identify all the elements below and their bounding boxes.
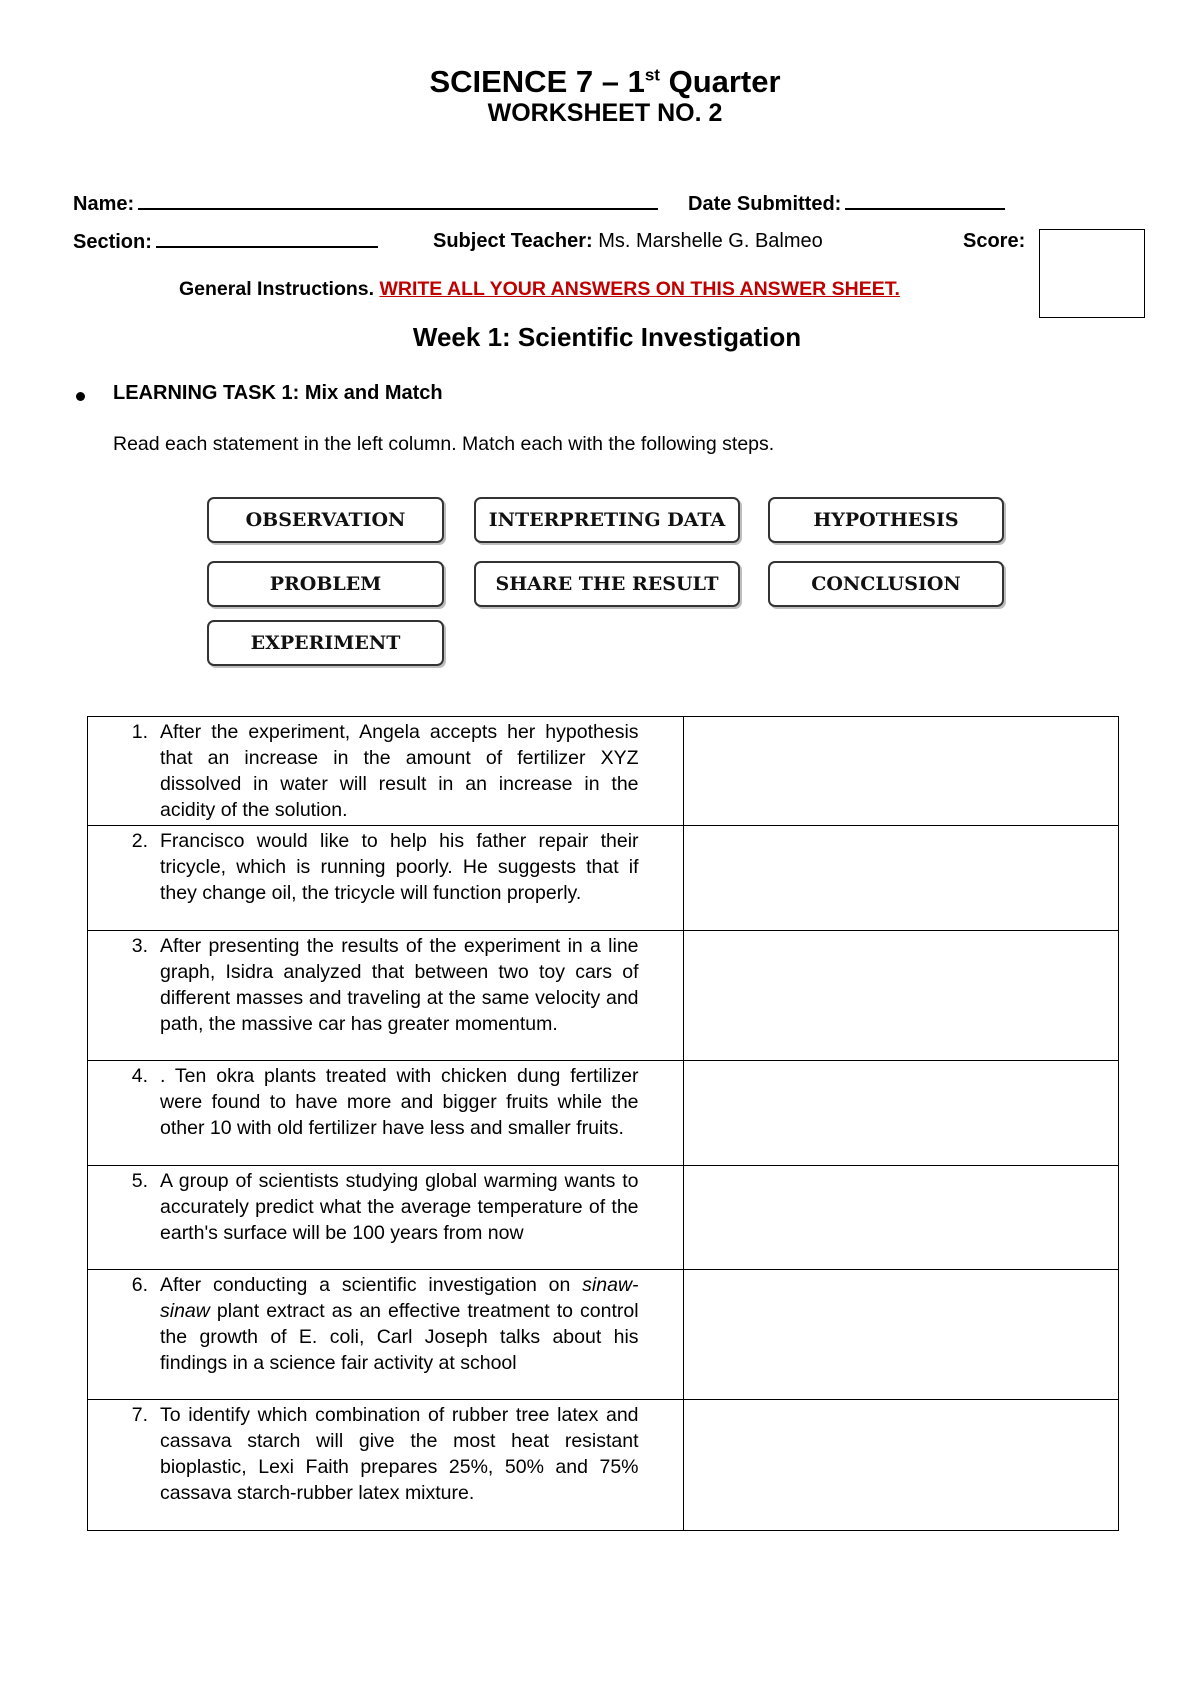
teacher-row (433, 230, 823, 253)
worksheet-number: WORKSHEET NO. 2 (487, 99, 723, 127)
table-row (88, 826, 1119, 931)
section-row (73, 230, 378, 254)
item-number: 3. (131, 935, 148, 957)
subject-teacher-name: Ms. Marshelle G. Balmeo (598, 230, 823, 252)
name-row (73, 192, 658, 216)
item-statement: After presenting the results of the experiment in a line graph, Isidra analyzed that between two toy cars of different masses and traveling at the same velocity and path, the massive car has greater momentum. (160, 935, 639, 1035)
task-directions: Read each statement in the left column. Match each with the following steps. (113, 433, 775, 455)
item-number: 4. (131, 1065, 148, 1087)
score-box[interactable] (1039, 229, 1145, 318)
instructions-text: WRITE ALL YOUR ANSWERS ON THIS ANSWER SHEET. (379, 278, 900, 300)
subject-text: SCIENCE 7 – (429, 64, 619, 99)
choice-interpreting-data: INTERPRETING DATA (474, 497, 740, 543)
date-submitted-label: Date Submitted: (688, 193, 842, 215)
choice-problem: PROBLEM (207, 561, 444, 607)
worksheet-title (0, 64, 1200, 100)
general-instructions (179, 278, 900, 301)
item-statement-part: After conducting a scientific investigation on (160, 1274, 571, 1296)
item-number: 5. (131, 1170, 148, 1192)
answer-cell[interactable] (683, 931, 1118, 1061)
score-label: Score: (963, 230, 1026, 252)
table-row (88, 1270, 1119, 1400)
table-row (88, 931, 1119, 1061)
choice-observation: OBSERVATION (207, 497, 444, 543)
quarter-number: 1 (627, 64, 645, 99)
answer-cell[interactable] (683, 1061, 1118, 1166)
choice-experiment: EXPERIMENT (207, 620, 444, 666)
learning-task-title: LEARNING TASK 1: Mix and Match (113, 382, 443, 404)
instructions-label: General Instructions. (179, 278, 375, 300)
choice-hypothesis: HYPOTHESIS (768, 497, 1004, 543)
item-number: 1. (131, 721, 148, 743)
table-row (88, 1400, 1119, 1531)
item-statement (160, 1272, 639, 1376)
answer-cell[interactable] (683, 717, 1118, 826)
score-row (963, 230, 1025, 253)
table-row (88, 1166, 1119, 1270)
quarter-word: Quarter (668, 64, 781, 99)
table-row (88, 717, 1119, 826)
item-statement: A group of scientists studying global warming wants to accurately predict what the average temperature of the earth's surface will be 100 years from now (160, 1170, 639, 1244)
table-row (88, 1061, 1119, 1166)
answer-cell[interactable] (683, 826, 1118, 931)
week-title: Week 1: Scientific Investigation (412, 322, 802, 352)
matching-table (87, 716, 1119, 1531)
answer-cell[interactable] (683, 1166, 1118, 1270)
item-statement-part: plant extract as an effective treatment to control the growth of E. coli, Carl Joseph talks about his findings in a science fair activity at school (160, 1300, 639, 1374)
section-label: Section: (73, 231, 152, 253)
choice-share-the-result: SHARE THE RESULT (474, 561, 740, 607)
plant-name: sinaw-sinaw (160, 1274, 639, 1322)
bullet-icon (76, 392, 85, 401)
item-number: 7. (131, 1404, 148, 1426)
item-number: 2. (131, 830, 148, 852)
answer-cell[interactable] (683, 1270, 1118, 1400)
date-row (688, 192, 1005, 216)
item-number: 6. (131, 1274, 148, 1296)
item-statement: . Ten okra plants treated with chicken dung fertilizer were found to have more and bigger fruits while the other 10 with old fertilizer have less and smaller fruits. (160, 1065, 639, 1139)
item-statement: Francisco would like to help his father repair their tricycle, which is running poorly. He suggests that if they change oil, the tricycle will function properly. (160, 830, 639, 904)
choice-conclusion: CONCLUSION (768, 561, 1004, 607)
name-label: Name: (73, 193, 135, 215)
name-field[interactable] (138, 192, 658, 210)
item-statement: To identify which combination of rubber tree latex and cassava starch will give the most heat resistant bioplastic, Lexi Faith prepares 25%, 50% and 75% cassava starch-rubber latex mixture. (160, 1404, 639, 1504)
answer-cell[interactable] (683, 1400, 1118, 1531)
subject-teacher-label: Subject Teacher: (433, 230, 593, 252)
section-field[interactable] (156, 230, 378, 248)
date-submitted-field[interactable] (845, 192, 1005, 210)
quarter-suffix: st (644, 65, 660, 85)
item-statement: After the experiment, Angela accepts her hypothesis that an increase in the amount of fertilizer XYZ dissolved in water will result in an increase in the acidity of the solution. (160, 721, 639, 821)
